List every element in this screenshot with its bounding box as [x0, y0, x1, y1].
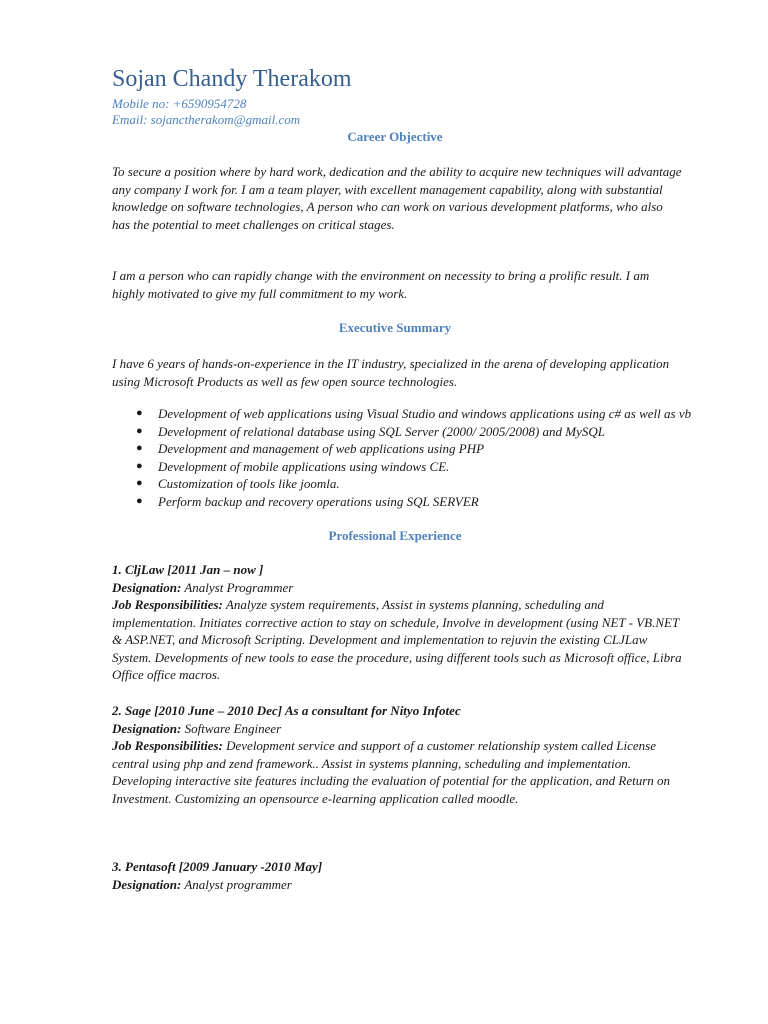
mobile-number: Mobile no: +6590954728	[112, 96, 247, 111]
candidate-name: Sojan Chandy Therakom	[112, 66, 352, 92]
list-item-text: Development of relational database using SQL Server (2000/ 2005/2008) and MySQL	[158, 423, 606, 439]
career-objective-heading: Career Objective	[347, 129, 443, 144]
list-item	[112, 475, 692, 493]
bullet-icon: ●	[136, 407, 143, 419]
list-item	[112, 493, 692, 511]
list-item-text: Customization of tools like joomla.	[158, 476, 340, 491]
list-item-text: Development of web applications using Visual Studio and windows applications using c# as well as vb	[158, 406, 692, 421]
bullet-icon: ●	[136, 459, 143, 472]
designation-label: Designation:	[112, 876, 182, 892]
designation-label: Designation:	[112, 720, 182, 736]
email-address: Email: sojanctherakom@gmail.com	[112, 112, 301, 127]
job-entry-1	[112, 561, 682, 684]
skills-list	[112, 405, 692, 510]
designation-value: Software Engineer	[181, 720, 282, 736]
list-item-text: Perform backup and recovery operations using SQL SERVER	[158, 493, 479, 509]
bullet-icon: ●	[136, 494, 143, 507]
designation-value: Analyst Programmer	[181, 579, 294, 595]
bullet-icon: ●	[136, 424, 143, 437]
list-item	[112, 405, 692, 423]
designation-value: Analyst programmer	[181, 876, 292, 892]
responsibilities-text: Development service and support of a customer relationship system called License central using php and zend framework.. Assist in systems planning, scheduling and implementation. Developing interactive site features including the evaluation of potential for the application, and Return on Investment. Customizing an opensource e-learning application called moodle.	[112, 738, 671, 806]
job-entry-2	[112, 702, 682, 807]
list-item	[112, 440, 692, 458]
executive-summary-intro: I have 6 years of hands-on-experience in the IT industry, specialized in the arena of developing application using Microsoft Products as well as few open source technologies.	[112, 356, 670, 389]
career-objective-paragraph-1: To secure a position where by hard work, dedication and the ability to acquire new techniques will advantage any company I work for. I am a team player, with excellent management capability, along with substantial knowledge on software technologies, A person who can work on various development platforms, who also has the potential to meet challenges on critical stages.	[112, 164, 682, 232]
list-item-text: Development of mobile applications using windows CE.	[158, 458, 450, 474]
job-heading: 2. Sage [2010 June – 2010 Dec] As a consultant for Nityo Infotec	[112, 703, 461, 718]
career-objective-paragraph-2: I am a person who can rapidly change with the environment on necessity to bring a prolific result. I am highly motivated to give my full commitment to my work.	[112, 268, 650, 301]
designation-label: Designation:	[112, 579, 182, 595]
job-entry-3	[112, 858, 682, 893]
responsibilities-label: Job Responsibilities:	[112, 738, 223, 753]
bullet-icon: ●	[136, 477, 143, 489]
professional-experience-heading: Professional Experience	[328, 528, 462, 543]
list-item	[112, 423, 692, 441]
responsibilities-label: Job Responsibilities:	[112, 597, 223, 612]
list-item	[112, 458, 692, 476]
list-item-text: Development and management of web applications using PHP	[158, 441, 485, 456]
executive-summary-heading: Executive Summary	[338, 320, 452, 335]
job-heading: 1. CljLaw [2011 Jan – now ]	[112, 562, 264, 577]
bullet-icon: ●	[136, 442, 143, 454]
job-heading: 3. Pentasoft [2009 January -2010 May]	[112, 859, 323, 874]
responsibilities-text: Analyze system requirements, Assist in systems planning, scheduling and implementation. Initiates corrective action to stay on schedule, Involve in development (using NET - VB.NET & ASP.NET, and Microsoft Scripting. Development and implementation to rejuvin the existing CLJLaw System. Developments of new tools to ease the procedure, using different tools such as Microsoft office, Libra Office office macros.	[112, 597, 682, 682]
